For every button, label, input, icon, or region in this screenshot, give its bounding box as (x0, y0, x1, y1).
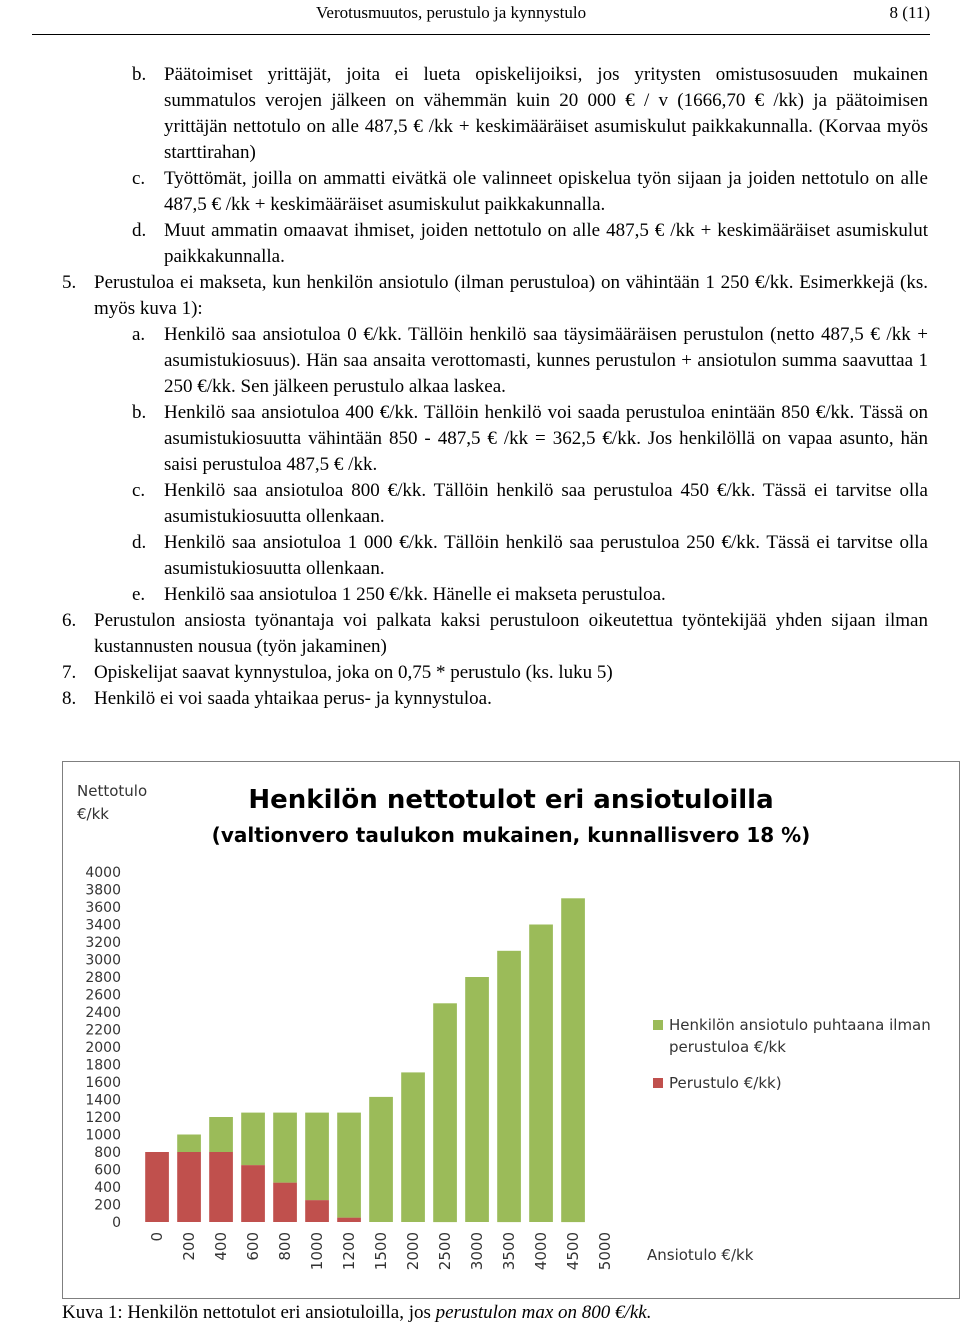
x-tick-label: 400 (212, 1232, 230, 1261)
legend-label: Perustulo €/kk) (669, 1074, 782, 1092)
y-tick-label: 1800 (85, 1057, 121, 1074)
list-item-text: Henkilö saa ansiotuloa 400 €/kk. Tällöin henkilö voi saada perustuloa enintään 850 €/kk. Tässä on asumistukiosuutta vähintään 850 - 487,5 € /kk = 362,5 €/kk. Jos henkilöllä on vapaa asunto, hän saisi perustuloa 487,5 € /kk. (164, 402, 928, 475)
list-item (0, 582, 928, 608)
y-tick-label: 3200 (85, 935, 121, 951)
y-tick-label: 1600 (85, 1075, 121, 1091)
bar-perustulo (273, 1183, 297, 1222)
list-marker: 6. (62, 610, 77, 631)
caption-text: Kuva 1: Henkilön nettotulot eri ansiotuloilla, jos (62, 1302, 436, 1323)
x-tick-label: 3000 (468, 1232, 486, 1271)
bar-ansiotulo (401, 1072, 425, 1222)
y-tick-label: 4000 (85, 865, 121, 881)
list-item-text: Perustulon ansiosta työnantaja voi palkata kaksi perustuloon oikeutettua työntekijää yhden sijaan ilman kustannusten nousua (työn jakaminen) (94, 610, 928, 657)
list-item-text: Opiskelijat saavat kynnystuloa, joka on 0,75 * perustulo (ks. luku 5) (94, 662, 613, 683)
legend-swatch (653, 1078, 663, 1088)
list-marker: d. (132, 220, 147, 241)
header-title: Verotusmuutos, perustulo ja kynnystulo (316, 3, 587, 22)
y-tick-label: 2400 (85, 1005, 121, 1021)
bar-ansiotulo (241, 1113, 265, 1166)
list-item (0, 686, 928, 712)
bar-ansiotulo (209, 1117, 233, 1152)
y-tick-label: 1200 (85, 1110, 121, 1126)
x-tick-label: 1000 (308, 1232, 326, 1271)
list-marker: 5. (62, 272, 77, 293)
chart-subtitle: (valtionvero taulukon mukainen, kunnallisvero 18 %) (211, 823, 811, 847)
list-item-text: Työttömät, joilla on ammatti eivätkä ole valinneet opiskelua työn sijaan ja joiden nettotulo on alle 487,5 € /kk + keskimääräiset asumiskulut paikkakunnalla. (164, 168, 928, 215)
x-tick-label: 2000 (404, 1232, 422, 1271)
list-item-text: Henkilö saa ansiotuloa 800 €/kk. Tällöin henkilö saa perustuloa 450 €/kk. Tässä ei tarvitse olla asumistukiosuutta ollenkaan. (164, 480, 928, 527)
bar-ansiotulo (273, 1113, 297, 1183)
list-item (0, 218, 928, 270)
list-item-text: Henkilö saa ansiotuloa 1 250 €/kk. Hänelle ei makseta perustuloa. (164, 584, 666, 605)
list-marker: a. (132, 324, 146, 345)
x-axis-label: Ansiotulo €/kk (647, 1246, 754, 1264)
chart-svg (63, 762, 959, 1298)
y-tick-label: 2000 (85, 1040, 121, 1056)
bar-ansiotulo (177, 1135, 201, 1153)
bar-perustulo (337, 1218, 361, 1222)
list-item (0, 660, 928, 686)
y-tick-label: 2200 (85, 1022, 121, 1039)
list-marker: e. (132, 584, 146, 605)
bar-ansiotulo (497, 951, 521, 1222)
legend-swatch (653, 1020, 663, 1030)
list-item (0, 322, 928, 400)
list-item (0, 62, 928, 166)
bar-ansiotulo (337, 1113, 361, 1218)
y-axis-label-unit: €/kk (77, 805, 109, 823)
list-marker: 7. (62, 662, 77, 683)
y-tick-label: 1000 (85, 1127, 121, 1144)
list-marker: c. (132, 480, 146, 501)
page-number: 8 (11) (889, 3, 930, 22)
list-marker: b. (132, 64, 147, 85)
list-item-text: Henkilö saa ansiotuloa 1 000 €/kk. Tällöin henkilö saa perustuloa 250 €/kk. Tässä ei tarvitse olla asumistukiosuutta ollenkaan. (164, 532, 928, 579)
bar-ansiotulo (561, 898, 585, 1222)
y-tick-label: 1400 (85, 1092, 121, 1109)
x-tick-label: 4000 (532, 1232, 550, 1271)
y-tick-label: 2800 (85, 970, 121, 986)
y-tick-label: 0 (112, 1215, 121, 1231)
legend-label: Henkilön ansiotulo puhtaana ilman (669, 1016, 931, 1034)
list-item (0, 530, 928, 582)
x-tick-label: 1200 (340, 1232, 358, 1271)
list-item (0, 270, 928, 322)
list-item (0, 608, 928, 660)
bar-perustulo (145, 1152, 169, 1222)
bar-ansiotulo (305, 1113, 329, 1201)
chart (62, 761, 960, 1299)
list-item (0, 400, 928, 478)
caption-emphasis: perustulon max on 800 €/kk. (435, 1302, 652, 1323)
x-tick-label: 600 (244, 1232, 262, 1261)
y-axis-label: Nettotulo (77, 782, 148, 800)
list-item (0, 478, 928, 530)
chart-title: Henkilön nettotulot eri ansiotuloilla (248, 785, 774, 815)
x-tick-label: 2500 (436, 1232, 454, 1271)
y-tick-label: 3600 (85, 900, 121, 916)
bar-ansiotulo (433, 1003, 457, 1222)
y-tick-label: 200 (94, 1197, 121, 1214)
x-tick-label: 800 (276, 1232, 294, 1261)
bar-ansiotulo (465, 977, 489, 1222)
y-tick-label: 3400 (85, 917, 121, 934)
x-tick-label: 4500 (564, 1232, 582, 1271)
list-item-text: Henkilö ei voi saada yhtaikaa perus- ja kynnystuloa. (94, 688, 492, 709)
figure-caption (62, 1302, 651, 1324)
y-tick-label: 600 (94, 1162, 121, 1179)
list-marker: 8. (62, 688, 77, 709)
y-tick-label: 400 (94, 1180, 121, 1196)
list-item-text: Perustuloa ei makseta, kun henkilön ansiotulo (ilman perustuloa) on vähintään 1 250 €/kk. Esimerkkejä (ks. myös kuva 1): (94, 272, 928, 319)
y-tick-label: 3800 (85, 882, 121, 899)
document-body (0, 62, 960, 712)
y-tick-label: 2600 (85, 987, 121, 1004)
list-item-text: Päätoimiset yrittäjät, joita ei lueta opiskelijoiksi, jos yritysten omistusosuuden mukainen summatulos verojen jälkeen on vähemmän kuin 20 000 € / v (1666,70 € /kk) ja päätoimisen yrittäjän nettotulo on alle 487,5 € /kk + keskimääräiset asumiskulut paikkakunnalla. (Korvaa myös starttirahan) (164, 64, 928, 163)
bar-perustulo (305, 1200, 329, 1222)
y-tick-label: 800 (94, 1145, 121, 1161)
list-item-text: Muut ammatin omaavat ihmiset, joiden nettotulo on alle 487,5 € /kk + keskimääräiset asumiskulut paikkakunnalla. (164, 220, 928, 267)
y-tick-label: 3000 (85, 952, 121, 969)
x-tick-label: 1500 (372, 1232, 390, 1271)
legend-label: perustuloa €/kk (669, 1038, 786, 1056)
bar-ansiotulo (529, 925, 553, 1223)
x-tick-label: 5000 (596, 1232, 614, 1271)
bar-perustulo (241, 1165, 265, 1222)
list-marker: c. (132, 168, 146, 189)
list-item-text: Henkilö saa ansiotuloa 0 €/kk. Tällöin henkilö saa täysimääräisen perustulon (netto 487,5 € /kk + asumistukiosuus). Hän saa ansaita verottomasti, kunnes perustulon + ansiotulon summa saavuttaa 1 250 €/kk. Sen jälkeen perustulo alkaa laskea. (164, 324, 928, 397)
x-tick-label: 0 (148, 1232, 166, 1242)
bar-perustulo (177, 1152, 201, 1222)
list-marker: b. (132, 402, 147, 423)
bar-perustulo (209, 1152, 233, 1222)
list-marker: d. (132, 532, 147, 553)
page-header (32, 0, 930, 35)
x-tick-label: 3500 (500, 1232, 518, 1271)
list-item (0, 166, 928, 218)
x-tick-label: 200 (180, 1232, 198, 1261)
bar-ansiotulo (369, 1097, 393, 1222)
